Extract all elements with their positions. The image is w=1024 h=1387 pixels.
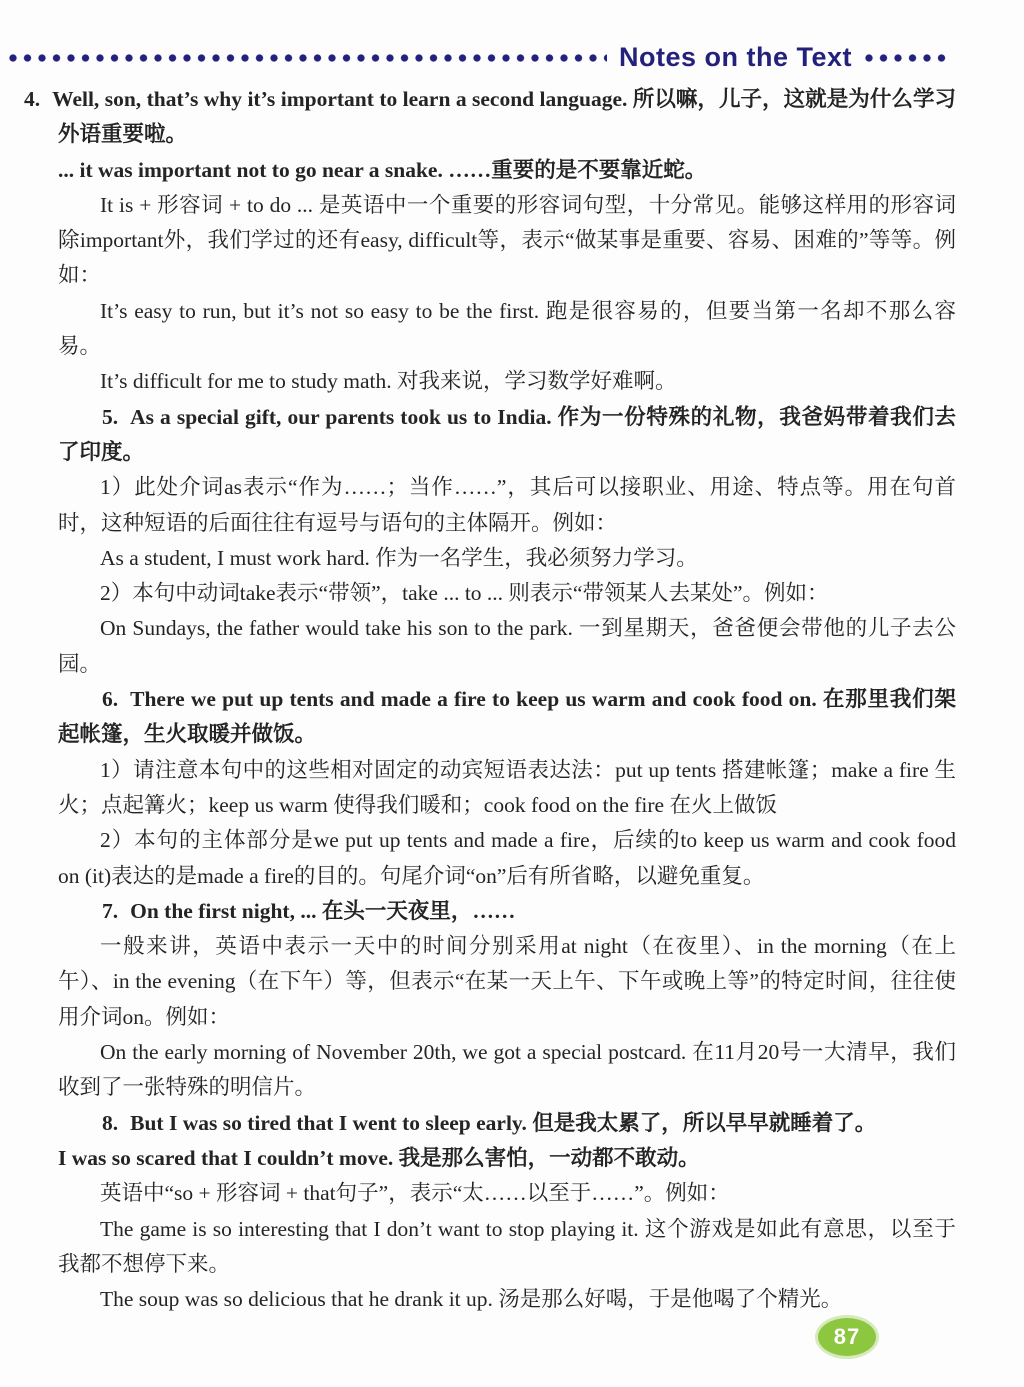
note-heading: 5. As a special gift, our parents took us to India. 作为一份特殊的礼物，我爸妈带着我们去了印度。 [58,404,956,464]
note-paragraph: 1）请注意本句中的这些相对固定的动宾短语表达法：put up tents 搭建帐篷；make a fire 生火；点起篝火；keep us warm 使得我们暖和；cook food on the fire 在火上做饭 [58,757,956,817]
note-paragraph: As a student, I must work hard. 作为一名学生，我必须努力学习。 [100,545,698,570]
note-paragraph: It’s easy to run, but it’s not so easy to be the first. 跑是很容易的，但要当第一名却不那么容易。 [58,298,956,359]
notes-content [24,82,956,1317]
note-paragraph: 1）此处介词as表示“作为……；当作……”，其后可以接职业、用途、特点等。用在句首时，这种短语的后面往往有逗号与语句的主体隔开。例如： [58,475,956,535]
note-paragraph: The game is so interesting that I don’t want to stop playing it. 这个游戏是如此有意思，以至于我都不想停下来。 [58,1216,956,1276]
note-heading: I was so scared that I couldn’t move. 我是那么害怕，一动都不敢动。 [58,1145,700,1170]
item-number: 5. [102,404,119,429]
dotted-rule-right-icon [864,53,952,63]
note-paragraph: It is + 形容词 + to do ... 是英语中一个重要的形容词句型，十分常见。能够这样用的形容词除important外，我们学过的还有easy, difficult等，表示“做某事是重要、容易、困难的”等等。例如： [58,192,956,288]
page-number-badge [818,1318,876,1356]
note-heading: 6. There we put up tents and made a fire to keep us warm and cook food on. 在那里我们架起帐篷，生火取暖并做饭。 [58,687,956,747]
item-number: 8. [102,1110,119,1135]
note-heading: 7. On the first night, ... 在头一天夜里，…… [102,898,516,923]
note-paragraph: 2）本句的主体部分是we put up tents and made a fire，后续的to keep us warm and cook food on (it)表达的是made a fire的目的。句尾介词“on”后有所省略，以避免重复。 [58,828,956,888]
note-heading: ... it was important not to go near a snake. ……重要的是不要靠近蛇。 [58,157,707,182]
section-title: Notes on the Text [618,42,852,72]
section-header [8,42,952,73]
note-paragraph: The soup was so delicious that he drank it up. 汤是那么好喝，于是他喝了个精光。 [100,1287,843,1312]
dotted-rule-left-icon [8,53,607,63]
note-paragraph: It’s difficult for me to study math. 对我来说，学习数学好难啊。 [100,369,677,394]
note-paragraph: 一般来讲，英语中表示一天中的时间分别采用at night（在夜里）、in the morning（在上午）、in the evening（在下午）等，但表示“在某一天上午、下午或晚上等”的特定时间，往往使用介词on。例如： [58,934,956,1029]
item-number: 7. [102,898,119,923]
item-number: 4. [24,87,41,111]
item-number: 6. [102,687,119,712]
note-heading: 8. But I was so tired that I went to sleep early. 但是我太累了，所以早早就睡着了。 [102,1110,877,1135]
page-number: 87 [833,1324,861,1349]
note-heading: 4. Well, son, that’s why it’s important to learn a second language. 所以嘛，儿子，这就是为什么学习外语重要啦。 [24,87,956,147]
note-paragraph: 英语中“so + 形容词 + that句子”，表示“太……以至于……”。例如： [100,1181,730,1206]
note-paragraph: On Sundays, the father would take his son to the park. 一到星期天，爸爸便会带他的儿子去公园。 [58,616,956,676]
note-paragraph: 2）本句中动词take表示“带领”，take ... to ... 则表示“带领某人去某处”。例如： [100,581,829,606]
note-paragraph: On the early morning of November 20th, we got a special postcard. 在11月20号一大清早，我们收到了一张特殊的明信片。 [58,1040,956,1100]
